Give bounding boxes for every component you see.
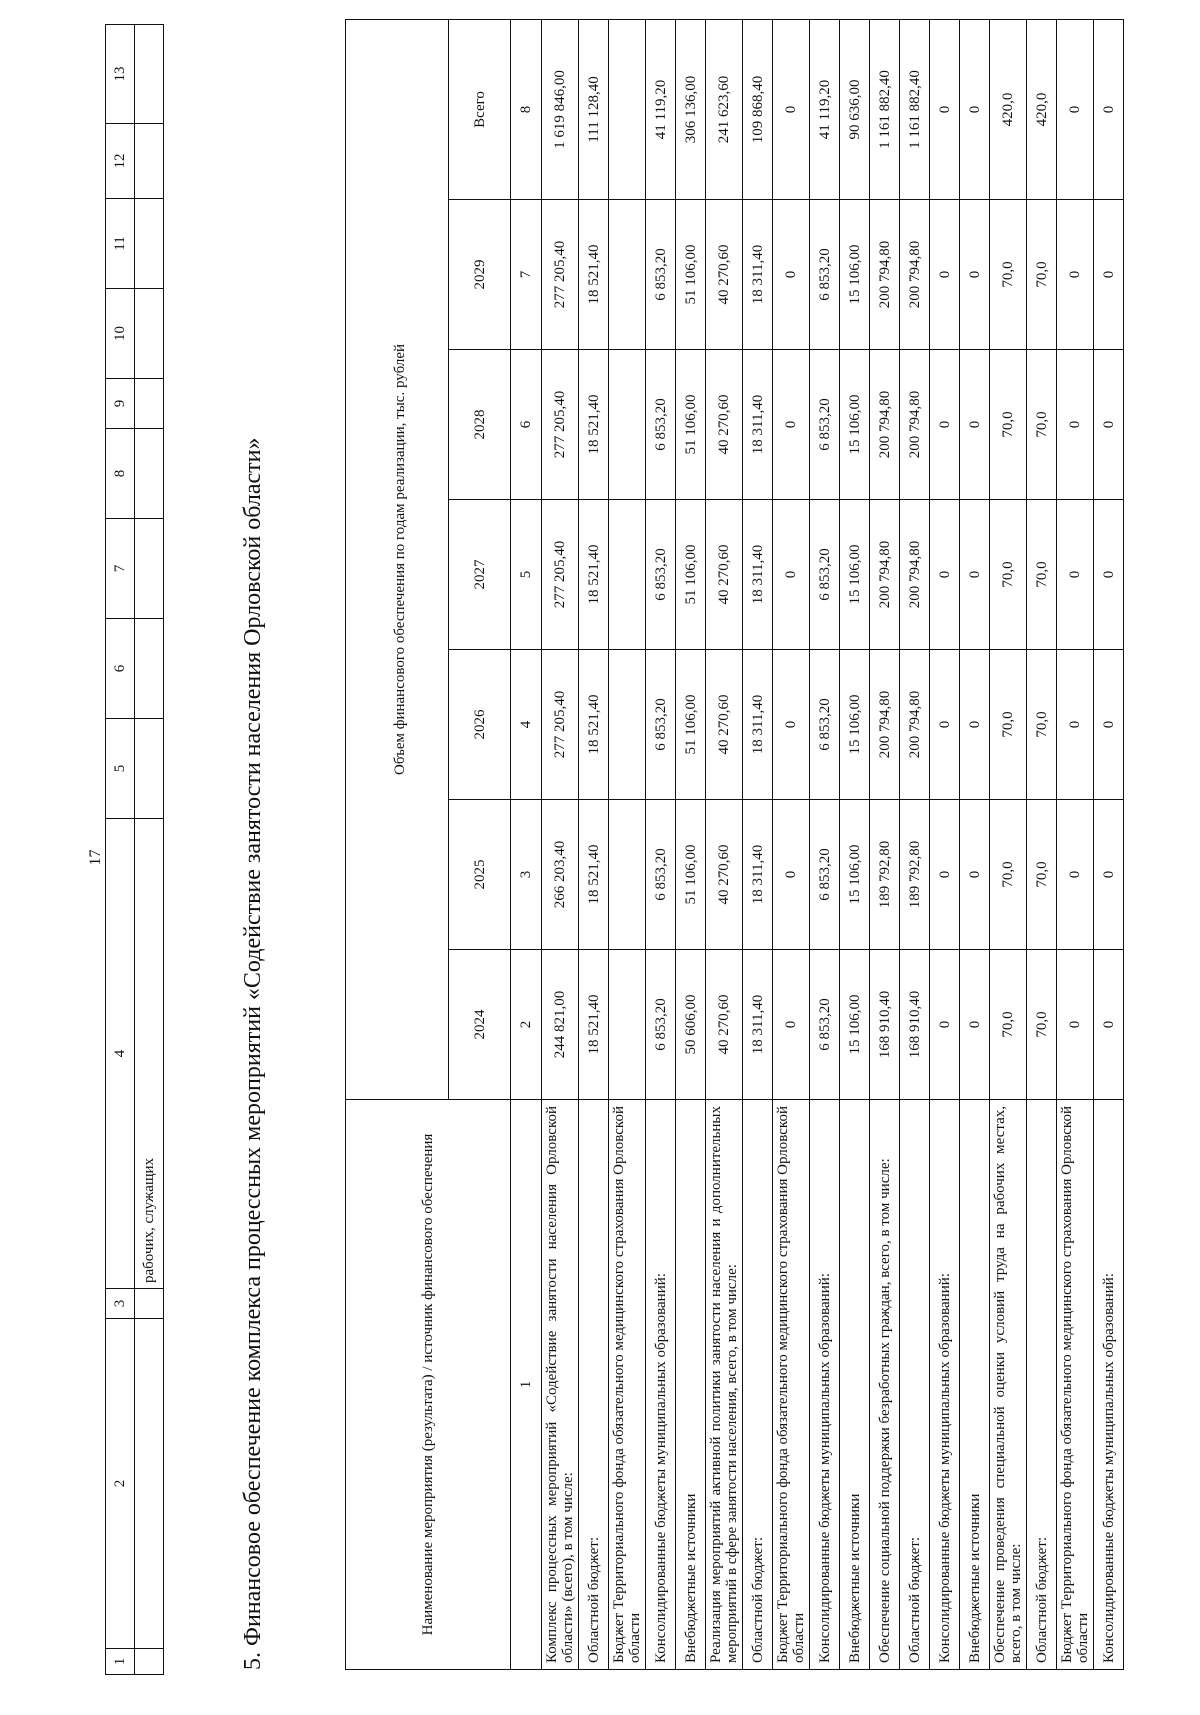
- index-cell: 2: [511, 950, 542, 1100]
- value-cell: [609, 950, 646, 1100]
- value-cell: [609, 200, 646, 350]
- table-row: [1057, 19, 1094, 1669]
- value-cell: [609, 800, 646, 950]
- table-cell: [135, 199, 164, 289]
- row-name-cell: Реализация мероприятий активной политики занятости населения и дополнительных мероприятий в сфере занятости населения, всего, в том числе:: [706, 1100, 743, 1670]
- column-number: 9: [106, 379, 135, 429]
- index-cell: 1: [511, 1100, 542, 1670]
- value-cell: 189 792,80: [870, 800, 900, 950]
- column-header-year: 2024: [449, 950, 511, 1100]
- row-name-cell: Обеспечение проведения специальной оценки условий труда на рабочих местах, всего, в том числе:: [990, 1100, 1027, 1670]
- value-cell: 0: [773, 650, 810, 800]
- value-cell: 6 853,20: [810, 500, 840, 650]
- row-name-cell: Консолидированные бюджеты муниципальных образований:: [810, 1100, 840, 1670]
- row-name-cell: Консолидированные бюджеты муниципальных образований:: [930, 1100, 960, 1670]
- column-number: 10: [106, 289, 135, 379]
- value-cell: 70,0: [1027, 950, 1057, 1100]
- table-row: [960, 19, 990, 1669]
- total-cell: 41 119,20: [646, 19, 676, 199]
- financing-table: [345, 19, 1124, 1670]
- total-cell: 420,0: [990, 19, 1027, 199]
- total-cell: 1 619 846,00: [542, 19, 579, 199]
- table-row: [810, 19, 840, 1669]
- value-cell: 200 794,80: [900, 500, 930, 650]
- table-cell: рабочих, служащих: [135, 819, 164, 1289]
- total-cell: [609, 19, 646, 199]
- table-row: [676, 19, 706, 1669]
- value-cell: 0: [960, 200, 990, 350]
- value-cell: [609, 350, 646, 500]
- continuation-table: [105, 24, 164, 1675]
- value-cell: 40 270,60: [706, 350, 743, 500]
- table-row: [542, 19, 579, 1669]
- total-cell: 90 636,00: [840, 19, 870, 199]
- value-cell: 0: [960, 650, 990, 800]
- value-cell: 0: [773, 200, 810, 350]
- column-number: 2: [106, 1319, 135, 1649]
- table-cell: [135, 619, 164, 719]
- continuation-row: [135, 25, 164, 1675]
- value-cell: 0: [960, 800, 990, 950]
- total-cell: 109 868,40: [743, 19, 773, 199]
- total-cell: 420,0: [1027, 19, 1057, 199]
- value-cell: 6 853,20: [646, 650, 676, 800]
- value-cell: 0: [960, 950, 990, 1100]
- page-number: 17: [87, 849, 104, 866]
- value-cell: 51 106,00: [676, 800, 706, 950]
- value-cell: 18 311,40: [743, 350, 773, 500]
- table-cell: [135, 719, 164, 819]
- value-cell: 40 270,60: [706, 800, 743, 950]
- value-cell: 6 853,20: [646, 350, 676, 500]
- value-cell: 6 853,20: [810, 650, 840, 800]
- value-cell: 50 606,00: [676, 950, 706, 1100]
- table-row: [870, 19, 900, 1669]
- column-number: 8: [106, 429, 135, 519]
- value-cell: 0: [773, 950, 810, 1100]
- value-cell: 6 853,20: [810, 800, 840, 950]
- table-cell: [135, 1649, 164, 1675]
- value-cell: [609, 500, 646, 650]
- value-cell: 15 106,00: [840, 800, 870, 950]
- table-cell: [135, 1319, 164, 1649]
- value-cell: 200 794,80: [870, 650, 900, 800]
- value-cell: 0: [773, 500, 810, 650]
- row-name-cell: Областной бюджет:: [1027, 1100, 1057, 1670]
- value-cell: 0: [1057, 350, 1094, 500]
- value-cell: 0: [1057, 800, 1094, 950]
- row-name-cell: Бюджет Территориального фонда обязательного медицинского страхования Орловской области: [609, 1100, 646, 1670]
- value-cell: 51 106,00: [676, 650, 706, 800]
- column-header-year: 2028: [449, 350, 511, 500]
- value-cell: 6 853,20: [646, 950, 676, 1100]
- row-name-cell: Обеспечение социальной поддержки безработных граждан, всего, в том числе:: [870, 1100, 900, 1670]
- value-cell: 277 205,40: [542, 650, 579, 800]
- value-cell: 70,0: [990, 200, 1027, 350]
- total-cell: 0: [1094, 19, 1124, 199]
- value-cell: 40 270,60: [706, 950, 743, 1100]
- index-cell: 7: [511, 200, 542, 350]
- value-cell: 70,0: [1027, 350, 1057, 500]
- column-number-row: [106, 25, 135, 1675]
- column-number: 1: [106, 1649, 135, 1675]
- value-cell: 200 794,80: [870, 500, 900, 650]
- total-cell: 0: [960, 19, 990, 199]
- value-cell: 200 794,80: [900, 650, 930, 800]
- table-cell: [135, 124, 164, 199]
- value-cell: 70,0: [1027, 650, 1057, 800]
- financing-table-body: [542, 19, 1124, 1669]
- row-name-cell: Внебюджетные источники: [676, 1100, 706, 1670]
- value-cell: 0: [1057, 650, 1094, 800]
- column-header-year: 2025: [449, 800, 511, 950]
- value-cell: 266 203,40: [542, 800, 579, 950]
- value-cell: [609, 650, 646, 800]
- total-cell: 1 161 882,40: [900, 19, 930, 199]
- value-cell: 0: [1094, 950, 1124, 1100]
- value-cell: 70,0: [990, 350, 1027, 500]
- value-cell: 0: [1057, 200, 1094, 350]
- row-name-cell: Внебюджетные источники: [960, 1100, 990, 1670]
- column-number: 7: [106, 519, 135, 619]
- value-cell: 6 853,20: [646, 200, 676, 350]
- table-cell: [135, 519, 164, 619]
- value-cell: 18 311,40: [743, 650, 773, 800]
- value-cell: 18 311,40: [743, 800, 773, 950]
- row-name-cell: Бюджет Территориального фонда обязательного медицинского страхования Орловской области: [1057, 1100, 1094, 1670]
- table-row: [609, 19, 646, 1669]
- value-cell: 277 205,40: [542, 500, 579, 650]
- total-cell: 0: [930, 19, 960, 199]
- table-row: [840, 19, 870, 1669]
- table-row: [706, 19, 743, 1669]
- table-row: [900, 19, 930, 1669]
- value-cell: 277 205,40: [542, 350, 579, 500]
- value-cell: 70,0: [990, 800, 1027, 950]
- value-cell: 244 821,00: [542, 950, 579, 1100]
- value-cell: 18 311,40: [743, 950, 773, 1100]
- value-cell: 15 106,00: [840, 350, 870, 500]
- value-cell: 15 106,00: [840, 650, 870, 800]
- value-cell: 0: [1057, 500, 1094, 650]
- value-cell: 70,0: [1027, 800, 1057, 950]
- value-cell: 0: [930, 200, 960, 350]
- column-header-total: Всего: [449, 19, 511, 199]
- row-name-cell: Внебюджетные источники: [840, 1100, 870, 1670]
- column-header-year: 2027: [449, 500, 511, 650]
- index-cell: 3: [511, 800, 542, 950]
- value-cell: 6 853,20: [810, 200, 840, 350]
- total-cell: 306 136,00: [676, 19, 706, 199]
- value-cell: 0: [1057, 950, 1094, 1100]
- total-cell: 111 128,40: [579, 19, 609, 199]
- value-cell: 6 853,20: [810, 950, 840, 1100]
- value-cell: 200 794,80: [900, 350, 930, 500]
- index-cell: 5: [511, 500, 542, 650]
- value-cell: 168 910,40: [900, 950, 930, 1100]
- value-cell: 18 521,40: [579, 950, 609, 1100]
- value-cell: 18 521,40: [579, 650, 609, 800]
- value-cell: 70,0: [990, 950, 1027, 1100]
- table-cell: [135, 379, 164, 429]
- table-cell: [135, 429, 164, 519]
- value-cell: 0: [930, 350, 960, 500]
- column-number: 11: [106, 199, 135, 289]
- column-number: 3: [106, 1289, 135, 1319]
- value-cell: 18 521,40: [579, 800, 609, 950]
- table-row: [773, 19, 810, 1669]
- total-cell: 0: [1057, 19, 1094, 199]
- column-number: 13: [106, 25, 135, 124]
- value-cell: 70,0: [990, 650, 1027, 800]
- value-cell: 6 853,20: [810, 350, 840, 500]
- value-cell: 0: [960, 350, 990, 500]
- index-cell: 8: [511, 19, 542, 199]
- value-cell: 70,0: [990, 500, 1027, 650]
- value-cell: 189 792,80: [900, 800, 930, 950]
- value-cell: 0: [1094, 800, 1124, 950]
- column-header-name: Наименование мероприятия (результата) / источник финансового обеспечения: [346, 1100, 511, 1670]
- header-row: [346, 19, 449, 1669]
- value-cell: 0: [773, 350, 810, 500]
- value-cell: 0: [930, 950, 960, 1100]
- value-cell: 51 106,00: [676, 350, 706, 500]
- table-cell: [135, 1289, 164, 1319]
- value-cell: 200 794,80: [870, 200, 900, 350]
- table-cell: [135, 289, 164, 379]
- value-cell: 15 106,00: [840, 200, 870, 350]
- column-header-year: 2029: [449, 200, 511, 350]
- value-cell: 200 794,80: [870, 350, 900, 500]
- value-cell: 168 910,40: [870, 950, 900, 1100]
- value-cell: 18 521,40: [579, 350, 609, 500]
- value-cell: 200 794,80: [900, 200, 930, 350]
- value-cell: 51 106,00: [676, 200, 706, 350]
- column-number: 4: [106, 819, 135, 1289]
- value-cell: 70,0: [1027, 200, 1057, 350]
- value-cell: 15 106,00: [840, 500, 870, 650]
- value-cell: 18 311,40: [743, 500, 773, 650]
- row-name-cell: Консолидированные бюджеты муниципальных образований:: [646, 1100, 676, 1670]
- index-row: [511, 19, 542, 1669]
- value-cell: 0: [1094, 650, 1124, 800]
- section-title: 5. Финансовое обеспечение комплекса процессных мероприятий «Содействие занятости населения Орловской области»: [240, 437, 266, 1670]
- column-number: 5: [106, 719, 135, 819]
- row-name-cell: Консолидированные бюджеты муниципальных образований:: [1094, 1100, 1124, 1670]
- index-cell: 6: [511, 350, 542, 500]
- column-number: 12: [106, 124, 135, 199]
- value-cell: 15 106,00: [840, 950, 870, 1100]
- column-header-year: 2026: [449, 650, 511, 800]
- value-cell: 18 521,40: [579, 500, 609, 650]
- total-cell: 0: [773, 19, 810, 199]
- value-cell: 40 270,60: [706, 500, 743, 650]
- total-cell: 1 161 882,40: [870, 19, 900, 199]
- table-row: [579, 19, 609, 1669]
- table-row: [646, 19, 676, 1669]
- value-cell: 40 270,60: [706, 200, 743, 350]
- table-row: [1027, 19, 1057, 1669]
- value-cell: 51 106,00: [676, 500, 706, 650]
- table-row: [930, 19, 960, 1669]
- column-header-group: Объем финансового обеспечения по годам реализации, тыс. рублей: [346, 19, 449, 1099]
- row-name-cell: Областной бюджет:: [900, 1100, 930, 1670]
- table-cell: [135, 25, 164, 124]
- value-cell: 0: [930, 800, 960, 950]
- total-cell: 41 119,20: [810, 19, 840, 199]
- value-cell: 18 521,40: [579, 200, 609, 350]
- value-cell: 0: [1094, 350, 1124, 500]
- value-cell: 40 270,60: [706, 650, 743, 800]
- value-cell: 0: [930, 650, 960, 800]
- row-name-cell: Областной бюджет:: [579, 1100, 609, 1670]
- table-row: [1094, 19, 1124, 1669]
- row-name-cell: Бюджет Территориального фонда обязательного медицинского страхования Орловской области: [773, 1100, 810, 1670]
- value-cell: 6 853,20: [646, 500, 676, 650]
- value-cell: 18 311,40: [743, 200, 773, 350]
- value-cell: 70,0: [1027, 500, 1057, 650]
- index-cell: 4: [511, 650, 542, 800]
- value-cell: 0: [960, 500, 990, 650]
- column-number: 6: [106, 619, 135, 719]
- row-name-cell: Комплекс процессных мероприятий «Содействие занятости населения Орловской области» (всего), в том числе:: [542, 1100, 579, 1670]
- value-cell: 0: [773, 800, 810, 950]
- value-cell: 0: [930, 500, 960, 650]
- value-cell: 0: [1094, 200, 1124, 350]
- table-row: [743, 19, 773, 1669]
- value-cell: 6 853,20: [646, 800, 676, 950]
- value-cell: 0: [1094, 500, 1124, 650]
- value-cell: 277 205,40: [542, 200, 579, 350]
- table-row: [990, 19, 1027, 1669]
- row-name-cell: Областной бюджет:: [743, 1100, 773, 1670]
- total-cell: 241 623,60: [706, 19, 743, 199]
